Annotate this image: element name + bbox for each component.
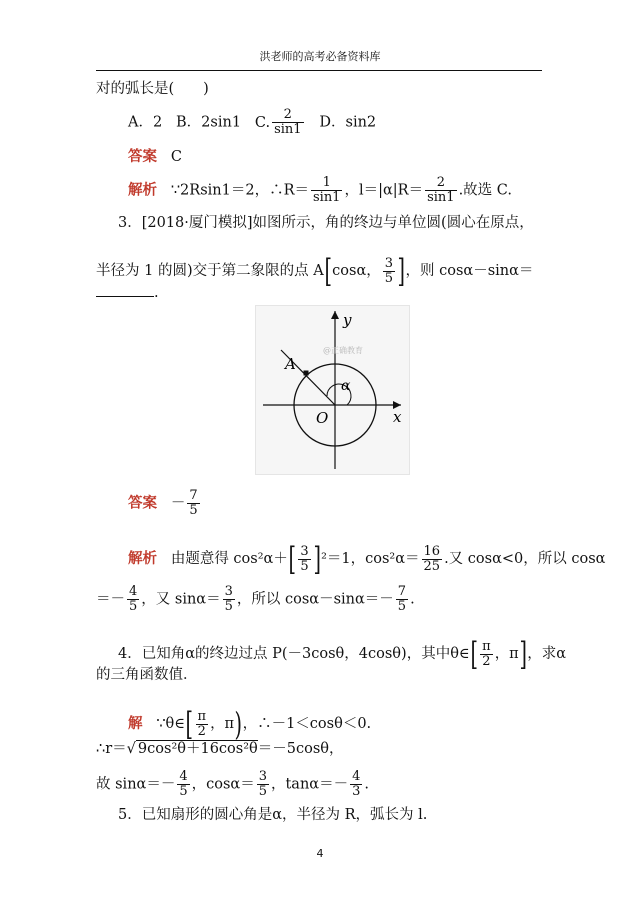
answer-label: 答案: [128, 494, 157, 512]
y-axis-label: y: [343, 311, 352, 329]
q3-answer-row: 答案 － $\frac{7}{5}$: [128, 488, 198, 518]
analysis-label: 解析: [128, 181, 157, 199]
angle-label: α: [341, 378, 351, 394]
q3-analysis-line2: ＝－ $\frac{4}{5}$ ，又 sinα＝ $\frac{3}{5}$ ，所以 cosα－sinα＝－ $\frac{7}{5}$ .: [96, 584, 415, 614]
option-a: A．2: [128, 114, 163, 131]
answer-label: 答案: [128, 148, 157, 165]
q3-analysis-line1: 解析 由题意得 cos²α＋[ $\frac{3}{5}$ ]²＝1，cos²α＝ $\frac{16}{25}$ .又 cosα<0，所以 cosα: [128, 540, 606, 578]
answer-blank: [96, 284, 154, 297]
q4-line1: 4．已知角α的终边过点 P(－3cosθ，4cosθ)，其中θ∈[ $\frac{\pi}{2}$ ，π]，求α: [118, 635, 566, 673]
answer-value: C: [170, 149, 182, 165]
q4-solution-line3: 故 sinα＝－ $\frac{4}{5}$ ，cosα＝ $\frac{3}{5}$ ，tanα＝－ $\frac{4}{3}$ .: [96, 769, 369, 799]
question-tail: 对的弧长是( ): [96, 81, 209, 97]
page-number: 4: [316, 847, 324, 860]
origin-label: O: [316, 409, 329, 427]
solution-label: 解: [128, 715, 143, 732]
x-axis-label: x: [393, 408, 402, 426]
point-a-label: A: [285, 355, 296, 373]
q4-line2: 的三角函数值．: [96, 667, 198, 683]
q4-solution-line2: ∴r＝√ 9cos²θ＋16cos²θ＝－5cosθ，: [96, 741, 344, 757]
options-row: [128, 108, 376, 137]
point-a-marker: [304, 371, 309, 376]
answer-row: [128, 148, 182, 166]
option-d: D．sin2: [319, 114, 377, 131]
q5-line1: 5．已知扇形的圆心角是α，半径为 R，弧长为 l.: [118, 807, 428, 823]
analysis-label: 解析: [128, 550, 157, 567]
q3-line2: 半径为 1 的圆)交于第二象限的点 A[cosα， $\frac{3}{5}$ ]，则 cosα－sinα＝: [96, 252, 534, 290]
option-b: B．2sin1: [176, 114, 242, 131]
q3-line1: 3．[2018·厦门模拟]如图所示，角的终边与单位圆(圆心在原点，: [118, 215, 534, 231]
q3-line3: .: [96, 284, 159, 302]
unit-circle-figure: [255, 305, 410, 475]
watermark: @正确教育: [323, 346, 363, 355]
header-rule: [96, 70, 542, 71]
option-c: C. $\frac{2}{\sin 1}$: [254, 107, 302, 137]
q4-solution-line1: 解 ∵θ∈[ $\frac{\pi}{2}$ ，π)，∴－1＜cosθ＜0.: [128, 705, 372, 743]
analysis-row: 解析 ∵2Rsin1＝2，∴R＝ $\frac{1}{\sin 1}$ ，l＝|α|R＝ $\frac{2}{\sin 1}$ .故选 C.: [128, 175, 512, 205]
page-header: 洪老师的高考必备资料库: [259, 50, 381, 63]
figure-background: [256, 306, 410, 475]
